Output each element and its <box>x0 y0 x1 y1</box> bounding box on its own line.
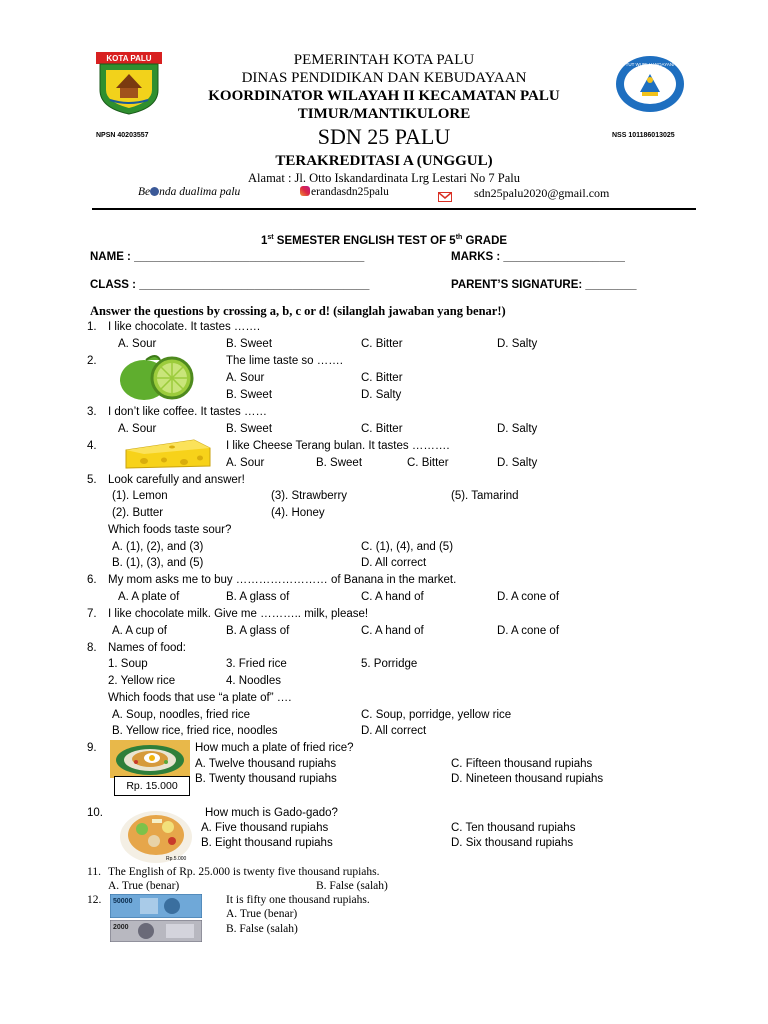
q5-option-b[interactable]: B. (1), (3), and (5) <box>112 557 204 569</box>
q4-text: I like Cheese Terang bulan. It tastes ………. <box>226 440 450 452</box>
q11-option-b[interactable]: B. False (salah) <box>316 880 388 892</box>
instagram-contact <box>300 186 389 198</box>
q5-question: Which foods taste sour? <box>108 524 232 536</box>
q8-number: 8. <box>87 642 97 654</box>
q8-item-2: 2. Yellow rice <box>108 675 176 687</box>
two-thousand-banknote-image <box>110 920 202 947</box>
q2-number: 2. <box>87 355 97 367</box>
q6-option-c[interactable]: C. A hand of <box>361 591 424 603</box>
q4-option-c[interactable]: C. Bitter <box>407 457 449 469</box>
test-title: 1st SEMESTER ENGLISH TEST OF 5th GRADE <box>260 234 508 247</box>
fifty-thousand-banknote-image <box>110 894 202 923</box>
q9-number: 9. <box>87 742 97 754</box>
header-line-1: PEMERINTAH KOTA PALU <box>293 52 475 68</box>
q10-option-a[interactable]: A. Five thousand rupiahs <box>201 822 329 834</box>
header-line-4: TIMUR/MANTIKULORE <box>297 106 471 122</box>
q9-option-d[interactable]: D. Nineteen thousand rupiahs <box>451 773 604 785</box>
header-line-2: DINAS PENDIDIKAN DAN KEBUDAYAAN <box>241 70 527 86</box>
q11-number: 11. <box>87 866 101 878</box>
q4-number: 4. <box>87 440 97 452</box>
q6-text: My mom asks me to buy …………………… of Banana in the market. <box>108 574 457 586</box>
marks-field[interactable]: MARKS : ___________________ <box>451 251 625 263</box>
name-field[interactable]: NAME : ____________________________________ <box>90 251 365 263</box>
q9-option-a[interactable]: A. Twelve thousand rupiahs <box>195 758 337 770</box>
gado-gado-image <box>118 803 194 870</box>
cheese-image <box>124 438 212 475</box>
q12-option-b[interactable]: B. False (salah) <box>226 923 298 935</box>
q6-option-b[interactable]: B. A glass of <box>226 591 290 603</box>
q4-option-d[interactable]: D. Salty <box>497 457 538 469</box>
q7-option-b[interactable]: B. A glass of <box>226 625 290 637</box>
q9-text: How much a plate of fried rice? <box>195 742 354 754</box>
q4-option-a[interactable]: A. Sour <box>226 457 265 469</box>
q1-number: 1. <box>87 321 97 333</box>
header-line-3: KOORDINATOR WILAYAH II KECAMATAN PALU <box>208 88 560 104</box>
q5-item-2: (2). Butter <box>112 507 164 519</box>
lime-image <box>116 352 202 407</box>
note-2-value: 2000 <box>113 924 129 931</box>
q5-option-a[interactable]: A. (1), (2), and (3) <box>112 541 204 553</box>
q5-option-d[interactable]: D. All correct <box>361 557 427 569</box>
q8-item-5: 5. Porridge <box>361 658 418 670</box>
nss-label: NSS 101186013025 <box>612 132 675 139</box>
q5-item-1: (1). Lemon <box>112 490 168 502</box>
gado-gado-price: Rp.5.000 <box>166 856 187 862</box>
q9-option-b[interactable]: B. Twenty thousand rupiahs <box>195 773 337 785</box>
q11-text: The English of Rp. 25.000 is twenty five thousand rupiahs. <box>108 866 380 878</box>
q10-number: 10. <box>87 807 103 819</box>
instagram-icon <box>300 186 310 196</box>
q8-item-1: 1. Soup <box>108 658 148 670</box>
q3-option-a[interactable]: A. Sour <box>118 423 157 435</box>
q7-text: I like chocolate milk. Give me ……….. milk, please! <box>108 608 369 620</box>
q8-text: Names of food: <box>108 642 186 654</box>
gmail-icon <box>438 189 452 207</box>
q3-text: I don’t like coffee. It tastes …… <box>108 406 267 418</box>
signature-field[interactable]: PARENT’S SIGNATURE: ________ <box>451 279 637 291</box>
q6-number: 6. <box>87 574 97 586</box>
q12-text: It is fifty one thousand rupiahs. <box>226 894 370 906</box>
q11-option-a[interactable]: A. True (benar) <box>108 880 180 892</box>
facebook-icon <box>150 187 159 196</box>
facebook-contact <box>138 186 240 198</box>
header-divider <box>92 208 696 210</box>
q10-option-b[interactable]: B. Eight thousand rupiahs <box>201 837 333 849</box>
q1-option-b[interactable]: B. Sweet <box>226 338 273 350</box>
q3-option-c[interactable]: C. Bitter <box>361 423 403 435</box>
q12-number: 12. <box>87 894 102 906</box>
q7-number: 7. <box>87 608 97 620</box>
logo-right-text: TUT WURI HANDAYANI <box>625 62 675 67</box>
note-1-value: 50000 <box>113 898 133 905</box>
email-address: sdn25palu2020@gmail.com <box>474 186 610 200</box>
q8-option-d[interactable]: D. All correct <box>361 725 427 737</box>
q5-text: Look carefully and answer! <box>108 474 245 486</box>
q7-option-d[interactable]: D. A cone of <box>497 625 560 637</box>
logo-left-text: KOTA PALU <box>106 54 152 63</box>
q2-option-b[interactable]: B. Sweet <box>226 389 273 401</box>
tut-wuri-handayani-logo <box>614 54 686 114</box>
q4-option-b[interactable]: B. Sweet <box>316 457 363 469</box>
instagram-handle: erandasdn25palu <box>311 186 389 198</box>
q8-option-b[interactable]: B. Yellow rice, fried rice, noodles <box>112 725 278 737</box>
q6-option-a[interactable]: A. A plate of <box>118 591 180 603</box>
q5-item-3: (3). Strawberry <box>271 490 348 502</box>
q1-option-c[interactable]: C. Bitter <box>361 338 403 350</box>
q7-option-c[interactable]: C. A hand of <box>361 625 424 637</box>
facebook-handle: nda dualima palu <box>159 186 241 198</box>
q10-option-c[interactable]: C. Ten thousand rupiahs <box>451 822 576 834</box>
q8-option-a[interactable]: A. Soup, noodles, fried rice <box>112 709 251 721</box>
q8-item-3: 3. Fried rice <box>226 658 287 670</box>
q3-option-b[interactable]: B. Sweet <box>226 423 273 435</box>
q5-item-5: (5). Tamarind <box>451 490 519 502</box>
q2-text: The lime taste so ……. <box>226 355 343 367</box>
accreditation: TERAKREDITASI A (UNGGUL) <box>275 153 493 169</box>
fried-rice-price-tag: Rp. 15.000 <box>114 776 190 796</box>
q6-option-d[interactable]: D. A cone of <box>497 591 560 603</box>
q9-option-c[interactable]: C. Fifteen thousand rupiahs <box>451 758 593 770</box>
q8-question: Which foods that use “a plate of” …. <box>108 692 292 704</box>
q3-option-d[interactable]: D. Salty <box>497 423 538 435</box>
q8-item-4: 4. Noodles <box>226 675 281 687</box>
q2-option-a[interactable]: A. Sour <box>226 372 265 384</box>
q1-text: I like chocolate. It tastes ……. <box>108 321 261 333</box>
q3-number: 3. <box>87 406 97 418</box>
q2-option-d[interactable]: D. Salty <box>361 389 402 401</box>
q12-option-a[interactable]: A. True (benar) <box>226 908 298 920</box>
q5-item-4: (4). Honey <box>271 507 325 519</box>
q10-option-d[interactable]: D. Six thousand rupiahs <box>451 837 574 849</box>
q7-option-a[interactable]: A. A cup of <box>112 625 167 637</box>
q1-option-d[interactable]: D. Salty <box>497 338 538 350</box>
q5-number: 5. <box>87 474 97 486</box>
address: Alamat : Jl. Otto Iskandardinata Lrg Lestari No 7 Palu <box>248 171 520 185</box>
q10-text: How much is Gado-gado? <box>205 807 338 819</box>
class-field[interactable]: CLASS : ____________________________________ <box>90 279 370 291</box>
school-name: SDN 25 PALU <box>317 124 451 149</box>
q1-option-a[interactable]: A. Sour <box>118 338 157 350</box>
instruction: Answer the questions by crossing a, b, c or d! (silanglah jawaban yang benar!) <box>90 304 506 318</box>
q2-option-c[interactable]: C. Bitter <box>361 372 403 384</box>
npsn-label: NPSN 40203557 <box>96 132 149 139</box>
q8-option-c[interactable]: C. Soup, porridge, yellow rice <box>361 709 512 721</box>
q5-option-c[interactable]: C. (1), (4), and (5) <box>361 541 454 553</box>
facebook-prefix: Be <box>138 186 151 198</box>
